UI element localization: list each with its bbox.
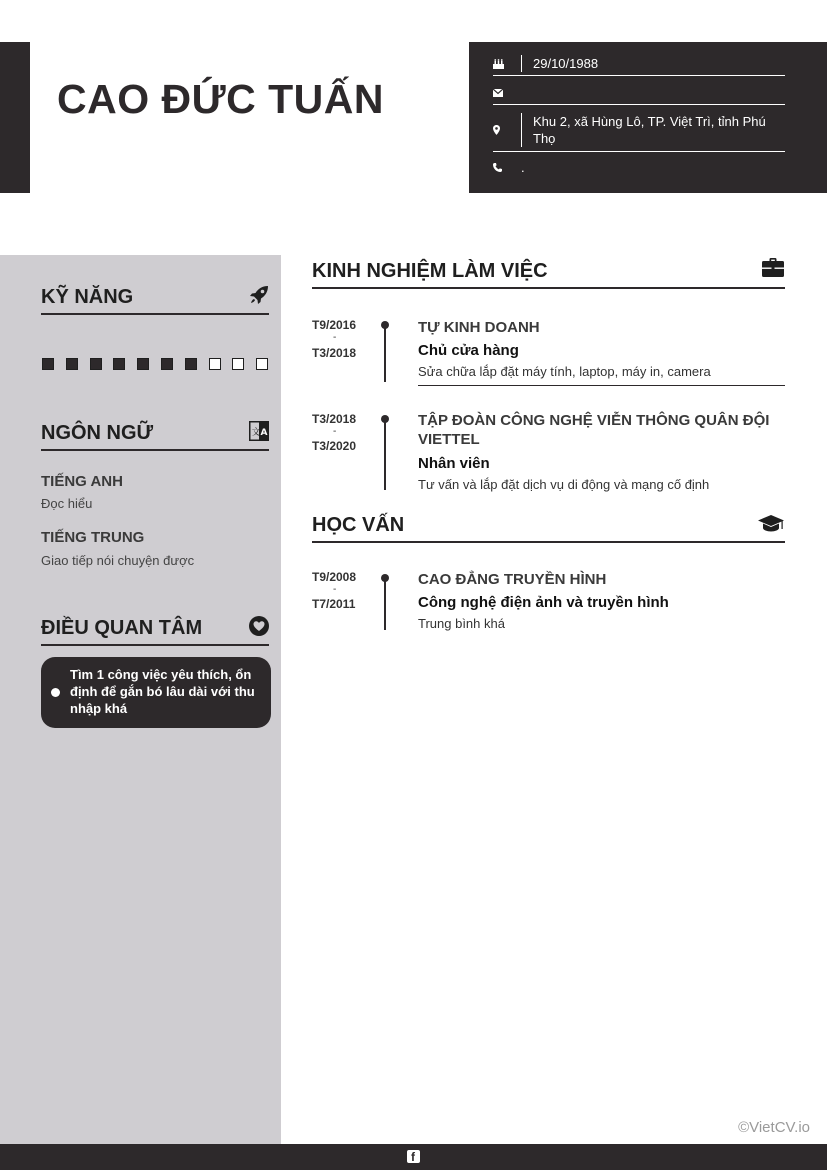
rocket-icon xyxy=(249,285,269,310)
facebook-icon[interactable]: f xyxy=(407,1150,420,1163)
birthday-value: 29/10/1988 xyxy=(521,55,598,72)
company-name: TỰ KINH DOANH xyxy=(418,319,540,336)
school-name: CAO ĐẲNG TRUYỀN HÌNH xyxy=(418,571,607,588)
grade: Trung bình khá xyxy=(418,616,505,631)
languages-title: NGÔN NGỮ xyxy=(41,422,154,444)
date-end: T3/2020 xyxy=(312,439,357,453)
candidate-name: CAO ĐỨC TUẤN xyxy=(57,76,384,122)
translate-icon xyxy=(249,421,269,446)
skill-dot-filled xyxy=(66,358,78,370)
graduation-cap-icon xyxy=(757,514,785,538)
timeline-dot xyxy=(381,415,389,423)
envelope-icon xyxy=(493,84,521,101)
job-title: Nhân viên xyxy=(418,455,490,472)
contact-divider xyxy=(493,151,785,152)
experience-title-underline xyxy=(312,287,785,289)
timeline-line xyxy=(384,578,386,630)
item-divider xyxy=(418,385,785,386)
svg-text:文: 文 xyxy=(251,428,261,438)
language-name: TIẾNG TRUNG xyxy=(41,529,145,546)
skill-dot-filled xyxy=(185,358,197,370)
birthday-cake-icon xyxy=(493,55,521,72)
skills-title-underline xyxy=(41,313,269,315)
contact-panel xyxy=(469,42,827,193)
interest-text: Tìm 1 công việc yêu thích, ổn định để gắn bó lâu dài với thu nhập khá xyxy=(70,667,255,716)
company-name: TẬP ĐOÀN CÔNG NGHỆ VIỄN THÔNG QUÂN ĐỘI VIETTEL xyxy=(418,412,770,448)
bullet-dot xyxy=(51,688,60,697)
language-name: TIẾNG ANH xyxy=(41,473,123,490)
svg-text:A: A xyxy=(260,428,268,438)
job-title: Chủ cửa hàng xyxy=(418,342,519,359)
education-title-underline xyxy=(312,541,785,543)
contact-divider xyxy=(493,104,785,105)
skill-dot-filled xyxy=(137,358,149,370)
language-level: Giao tiếp nói chuyện được xyxy=(41,553,195,568)
timeline-dot xyxy=(381,321,389,329)
footer-bar xyxy=(0,1144,827,1170)
map-marker-icon xyxy=(493,113,521,147)
major: Công nghệ điện ảnh và truyền hình xyxy=(418,594,669,611)
contact-divider xyxy=(493,75,785,76)
timeline-dot xyxy=(381,574,389,582)
phone-value: . xyxy=(521,160,525,175)
skill-dot-filled xyxy=(113,358,125,370)
date-start: T9/2008 xyxy=(312,570,357,584)
watermark: ©VietCV.io xyxy=(738,1119,810,1136)
skill-dot-filled xyxy=(90,358,102,370)
date-start: T3/2018 xyxy=(312,412,357,426)
job-description: Sửa chữa lắp đặt máy tính, laptop, máy in, camera xyxy=(418,364,711,379)
skill-dot-empty xyxy=(232,358,244,370)
interest-item xyxy=(41,657,271,728)
briefcase-icon xyxy=(762,258,784,282)
contact-birthday xyxy=(493,55,785,72)
interests-title: ĐIỀU QUAN TÂM xyxy=(41,617,203,639)
date-separator: - xyxy=(333,584,337,595)
language-level: Đọc hiểu xyxy=(41,496,93,511)
contact-phone[interactable] xyxy=(493,159,785,176)
education-title: HỌC VẤN xyxy=(312,514,405,536)
date-separator: - xyxy=(333,332,337,343)
skills-title: KỸ NĂNG xyxy=(41,286,134,308)
address-value: Khu 2, xã Hùng Lô, TP. Việt Trì, tỉnh Phú Thọ xyxy=(521,113,785,147)
skill-dot-empty xyxy=(209,358,221,370)
job-description: Tư vấn và lắp đặt dịch vụ di động và mạng cố định xyxy=(418,477,710,492)
skill-dot-filled xyxy=(42,358,54,370)
interests-title-underline xyxy=(41,644,269,646)
languages-title-underline xyxy=(41,449,269,451)
timeline-line xyxy=(384,326,386,382)
heart-icon xyxy=(249,616,269,641)
date-end: T7/2011 xyxy=(312,597,356,611)
timeline-line xyxy=(384,419,386,490)
header-accent-bar xyxy=(0,42,30,193)
date-end: T3/2018 xyxy=(312,346,357,360)
skill-dot-empty xyxy=(256,358,268,370)
contact-email[interactable] xyxy=(493,84,785,101)
date-start: T9/2016 xyxy=(312,318,357,332)
date-separator: - xyxy=(333,426,337,437)
skill-dot-filled xyxy=(161,358,173,370)
contact-address xyxy=(493,113,785,147)
phone-icon xyxy=(493,159,521,176)
experience-title: KINH NGHIỆM LÀM VIỆC xyxy=(312,260,548,282)
